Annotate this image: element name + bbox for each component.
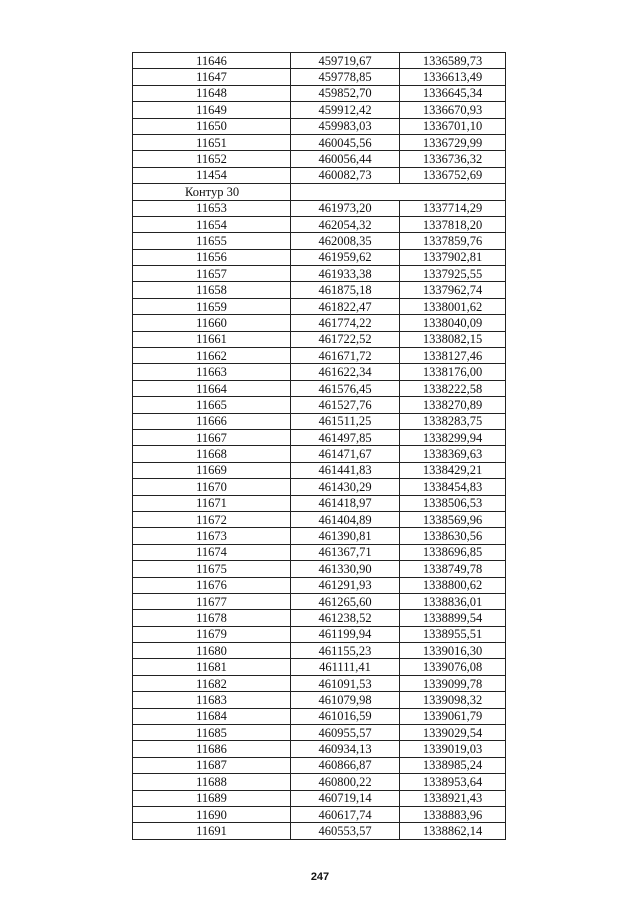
y-coordinate-cell: 1338369,63 bbox=[400, 446, 506, 462]
point-number-cell: 11689 bbox=[133, 790, 291, 806]
point-number-cell: 11668 bbox=[133, 446, 291, 462]
x-coordinate-cell: 460955,57 bbox=[291, 725, 400, 741]
point-number-cell: 11662 bbox=[133, 348, 291, 364]
x-coordinate-cell: 461875,18 bbox=[291, 282, 400, 298]
x-coordinate-cell: 459719,67 bbox=[291, 53, 400, 69]
x-coordinate-cell: 461576,45 bbox=[291, 380, 400, 396]
y-coordinate-cell: 1339019,03 bbox=[400, 741, 506, 757]
x-coordinate-cell: 461016,59 bbox=[291, 708, 400, 724]
point-number-cell: 11661 bbox=[133, 331, 291, 347]
x-coordinate-cell: 461238,52 bbox=[291, 610, 400, 626]
point-number-cell: 11691 bbox=[133, 823, 291, 839]
x-coordinate-cell: 462008,35 bbox=[291, 233, 400, 249]
table-row bbox=[133, 364, 506, 380]
y-coordinate-cell: 1339061,79 bbox=[400, 708, 506, 724]
x-coordinate-cell: 461091,53 bbox=[291, 675, 400, 691]
y-coordinate-cell: 1338270,89 bbox=[400, 397, 506, 413]
y-coordinate-cell: 1338176,00 bbox=[400, 364, 506, 380]
point-number-cell: 11690 bbox=[133, 806, 291, 822]
point-number-cell: 11655 bbox=[133, 233, 291, 249]
point-number-cell: 11666 bbox=[133, 413, 291, 429]
table-row bbox=[133, 348, 506, 364]
table-row bbox=[133, 315, 506, 331]
table-row bbox=[133, 249, 506, 265]
table-row bbox=[133, 577, 506, 593]
y-coordinate-cell: 1337962,74 bbox=[400, 282, 506, 298]
x-coordinate-cell: 462054,32 bbox=[291, 216, 400, 232]
point-number-cell: 11685 bbox=[133, 725, 291, 741]
section-header-row bbox=[133, 184, 506, 200]
x-coordinate-cell: 461441,83 bbox=[291, 462, 400, 478]
table-row bbox=[133, 774, 506, 790]
table-row bbox=[133, 118, 506, 134]
point-number-cell: 11657 bbox=[133, 266, 291, 282]
table-row bbox=[133, 151, 506, 167]
x-coordinate-cell: 461155,23 bbox=[291, 643, 400, 659]
table-row bbox=[133, 528, 506, 544]
point-number-cell: 11672 bbox=[133, 511, 291, 527]
table-row bbox=[133, 675, 506, 691]
point-number-cell: 11667 bbox=[133, 429, 291, 445]
y-coordinate-cell: 1336701,10 bbox=[400, 118, 506, 134]
y-coordinate-cell: 1338299,94 bbox=[400, 429, 506, 445]
x-coordinate-cell: 461265,60 bbox=[291, 593, 400, 609]
y-coordinate-cell: 1338985,24 bbox=[400, 757, 506, 773]
point-number-cell: 11650 bbox=[133, 118, 291, 134]
x-coordinate-cell: 460617,74 bbox=[291, 806, 400, 822]
y-coordinate-cell: 1338082,15 bbox=[400, 331, 506, 347]
y-coordinate-cell: 1336736,32 bbox=[400, 151, 506, 167]
table-row bbox=[133, 429, 506, 445]
table-row bbox=[133, 757, 506, 773]
y-coordinate-cell: 1338800,62 bbox=[400, 577, 506, 593]
table-row bbox=[133, 380, 506, 396]
table-row bbox=[133, 397, 506, 413]
point-number-cell: 11678 bbox=[133, 610, 291, 626]
y-coordinate-cell: 1338001,62 bbox=[400, 298, 506, 314]
table-row bbox=[133, 741, 506, 757]
y-coordinate-cell: 1338040,09 bbox=[400, 315, 506, 331]
table-row bbox=[133, 102, 506, 118]
point-number-cell: 11652 bbox=[133, 151, 291, 167]
point-number-cell: 11673 bbox=[133, 528, 291, 544]
point-number-cell: 11660 bbox=[133, 315, 291, 331]
table-row bbox=[133, 511, 506, 527]
y-coordinate-cell: 1336613,49 bbox=[400, 69, 506, 85]
coordinates-table-body bbox=[133, 53, 506, 840]
x-coordinate-cell: 459983,03 bbox=[291, 118, 400, 134]
x-coordinate-cell: 459912,42 bbox=[291, 102, 400, 118]
y-coordinate-cell: 1336729,99 bbox=[400, 134, 506, 150]
x-coordinate-cell: 461774,22 bbox=[291, 315, 400, 331]
y-coordinate-cell: 1338222,58 bbox=[400, 380, 506, 396]
section-empty-cell bbox=[291, 184, 506, 200]
y-coordinate-cell: 1336589,73 bbox=[400, 53, 506, 69]
x-coordinate-cell: 460553,57 bbox=[291, 823, 400, 839]
point-number-cell: 11654 bbox=[133, 216, 291, 232]
table-row bbox=[133, 610, 506, 626]
table-row bbox=[133, 331, 506, 347]
x-coordinate-cell: 459778,85 bbox=[291, 69, 400, 85]
x-coordinate-cell: 461291,93 bbox=[291, 577, 400, 593]
table-row bbox=[133, 167, 506, 183]
x-coordinate-cell: 460934,13 bbox=[291, 741, 400, 757]
x-coordinate-cell: 459852,70 bbox=[291, 85, 400, 101]
x-coordinate-cell: 460082,73 bbox=[291, 167, 400, 183]
point-number-cell: 11658 bbox=[133, 282, 291, 298]
point-number-cell: 11680 bbox=[133, 643, 291, 659]
x-coordinate-cell: 461959,62 bbox=[291, 249, 400, 265]
table-row bbox=[133, 282, 506, 298]
point-number-cell: 11686 bbox=[133, 741, 291, 757]
y-coordinate-cell: 1337714,29 bbox=[400, 200, 506, 216]
x-coordinate-cell: 461973,20 bbox=[291, 200, 400, 216]
coordinates-table bbox=[132, 52, 506, 840]
table-row bbox=[133, 298, 506, 314]
table-row bbox=[133, 134, 506, 150]
x-coordinate-cell: 461933,38 bbox=[291, 266, 400, 282]
table-row bbox=[133, 233, 506, 249]
point-number-cell: 11670 bbox=[133, 479, 291, 495]
point-number-cell: 11675 bbox=[133, 561, 291, 577]
point-number-cell: 11649 bbox=[133, 102, 291, 118]
x-coordinate-cell: 461471,67 bbox=[291, 446, 400, 462]
point-number-cell: 11665 bbox=[133, 397, 291, 413]
x-coordinate-cell: 460045,56 bbox=[291, 134, 400, 150]
y-coordinate-cell: 1339016,30 bbox=[400, 643, 506, 659]
y-coordinate-cell: 1337859,76 bbox=[400, 233, 506, 249]
x-coordinate-cell: 461111,41 bbox=[291, 659, 400, 675]
point-number-cell: 11663 bbox=[133, 364, 291, 380]
table-row bbox=[133, 725, 506, 741]
point-number-cell: 11651 bbox=[133, 134, 291, 150]
table-row bbox=[133, 53, 506, 69]
point-number-cell: 11647 bbox=[133, 69, 291, 85]
table-row bbox=[133, 659, 506, 675]
point-number-cell: 11664 bbox=[133, 380, 291, 396]
x-coordinate-cell: 461199,94 bbox=[291, 626, 400, 642]
y-coordinate-cell: 1338696,85 bbox=[400, 544, 506, 560]
y-coordinate-cell: 1338883,96 bbox=[400, 806, 506, 822]
y-coordinate-cell: 1339099,78 bbox=[400, 675, 506, 691]
y-coordinate-cell: 1338127,46 bbox=[400, 348, 506, 364]
x-coordinate-cell: 460800,22 bbox=[291, 774, 400, 790]
table-row bbox=[133, 823, 506, 839]
x-coordinate-cell: 461511,25 bbox=[291, 413, 400, 429]
y-coordinate-cell: 1338921,43 bbox=[400, 790, 506, 806]
page-number: 247 bbox=[310, 871, 330, 883]
y-coordinate-cell: 1336645,34 bbox=[400, 85, 506, 101]
point-number-cell: 11659 bbox=[133, 298, 291, 314]
point-number-cell: 11684 bbox=[133, 708, 291, 724]
y-coordinate-cell: 1336752,69 bbox=[400, 167, 506, 183]
x-coordinate-cell: 461418,97 bbox=[291, 495, 400, 511]
point-number-cell: 11688 bbox=[133, 774, 291, 790]
point-number-cell: 11676 bbox=[133, 577, 291, 593]
y-coordinate-cell: 1338569,96 bbox=[400, 511, 506, 527]
y-coordinate-cell: 1338899,54 bbox=[400, 610, 506, 626]
x-coordinate-cell: 461079,98 bbox=[291, 692, 400, 708]
x-coordinate-cell: 461367,71 bbox=[291, 544, 400, 560]
point-number-cell: 11683 bbox=[133, 692, 291, 708]
point-number-cell: 11669 bbox=[133, 462, 291, 478]
x-coordinate-cell: 461404,89 bbox=[291, 511, 400, 527]
y-coordinate-cell: 1336670,93 bbox=[400, 102, 506, 118]
x-coordinate-cell: 461671,72 bbox=[291, 348, 400, 364]
table-row bbox=[133, 462, 506, 478]
point-number-cell: 11682 bbox=[133, 675, 291, 691]
point-number-cell: 11679 bbox=[133, 626, 291, 642]
y-coordinate-cell: 1339076,08 bbox=[400, 659, 506, 675]
point-number-cell: 11656 bbox=[133, 249, 291, 265]
y-coordinate-cell: 1339098,32 bbox=[400, 692, 506, 708]
point-number-cell: 11648 bbox=[133, 85, 291, 101]
x-coordinate-cell: 460866,87 bbox=[291, 757, 400, 773]
point-number-cell: 11646 bbox=[133, 53, 291, 69]
x-coordinate-cell: 461330,90 bbox=[291, 561, 400, 577]
x-coordinate-cell: 461722,52 bbox=[291, 331, 400, 347]
point-number-cell: 11681 bbox=[133, 659, 291, 675]
table-row bbox=[133, 85, 506, 101]
x-coordinate-cell: 461622,34 bbox=[291, 364, 400, 380]
table-row bbox=[133, 561, 506, 577]
x-coordinate-cell: 461497,85 bbox=[291, 429, 400, 445]
y-coordinate-cell: 1337925,55 bbox=[400, 266, 506, 282]
x-coordinate-cell: 460719,14 bbox=[291, 790, 400, 806]
point-number-cell: 11653 bbox=[133, 200, 291, 216]
y-coordinate-cell: 1338955,51 bbox=[400, 626, 506, 642]
point-number-cell: 11677 bbox=[133, 593, 291, 609]
section-label: Контур 30 bbox=[133, 184, 291, 200]
y-coordinate-cell: 1338630,56 bbox=[400, 528, 506, 544]
table-row bbox=[133, 708, 506, 724]
y-coordinate-cell: 1337818,20 bbox=[400, 216, 506, 232]
table-row bbox=[133, 413, 506, 429]
table-row bbox=[133, 544, 506, 560]
y-coordinate-cell: 1338283,75 bbox=[400, 413, 506, 429]
point-number-cell: 11454 bbox=[133, 167, 291, 183]
y-coordinate-cell: 1338454,83 bbox=[400, 479, 506, 495]
table-row bbox=[133, 216, 506, 232]
x-coordinate-cell: 461822,47 bbox=[291, 298, 400, 314]
table-row bbox=[133, 200, 506, 216]
table-row bbox=[133, 692, 506, 708]
table-row bbox=[133, 446, 506, 462]
point-number-cell: 11687 bbox=[133, 757, 291, 773]
y-coordinate-cell: 1338836,01 bbox=[400, 593, 506, 609]
table-row bbox=[133, 479, 506, 495]
table-row bbox=[133, 806, 506, 822]
table-row bbox=[133, 266, 506, 282]
y-coordinate-cell: 1338749,78 bbox=[400, 561, 506, 577]
y-coordinate-cell: 1338429,21 bbox=[400, 462, 506, 478]
table-row bbox=[133, 643, 506, 659]
table-row bbox=[133, 69, 506, 85]
table-row bbox=[133, 593, 506, 609]
y-coordinate-cell: 1337902,81 bbox=[400, 249, 506, 265]
table-row bbox=[133, 790, 506, 806]
y-coordinate-cell: 1339029,54 bbox=[400, 725, 506, 741]
x-coordinate-cell: 461527,76 bbox=[291, 397, 400, 413]
y-coordinate-cell: 1338506,53 bbox=[400, 495, 506, 511]
table-row bbox=[133, 495, 506, 511]
x-coordinate-cell: 461390,81 bbox=[291, 528, 400, 544]
point-number-cell: 11671 bbox=[133, 495, 291, 511]
x-coordinate-cell: 460056,44 bbox=[291, 151, 400, 167]
table-row bbox=[133, 626, 506, 642]
y-coordinate-cell: 1338862,14 bbox=[400, 823, 506, 839]
point-number-cell: 11674 bbox=[133, 544, 291, 560]
x-coordinate-cell: 461430,29 bbox=[291, 479, 400, 495]
y-coordinate-cell: 1338953,64 bbox=[400, 774, 506, 790]
